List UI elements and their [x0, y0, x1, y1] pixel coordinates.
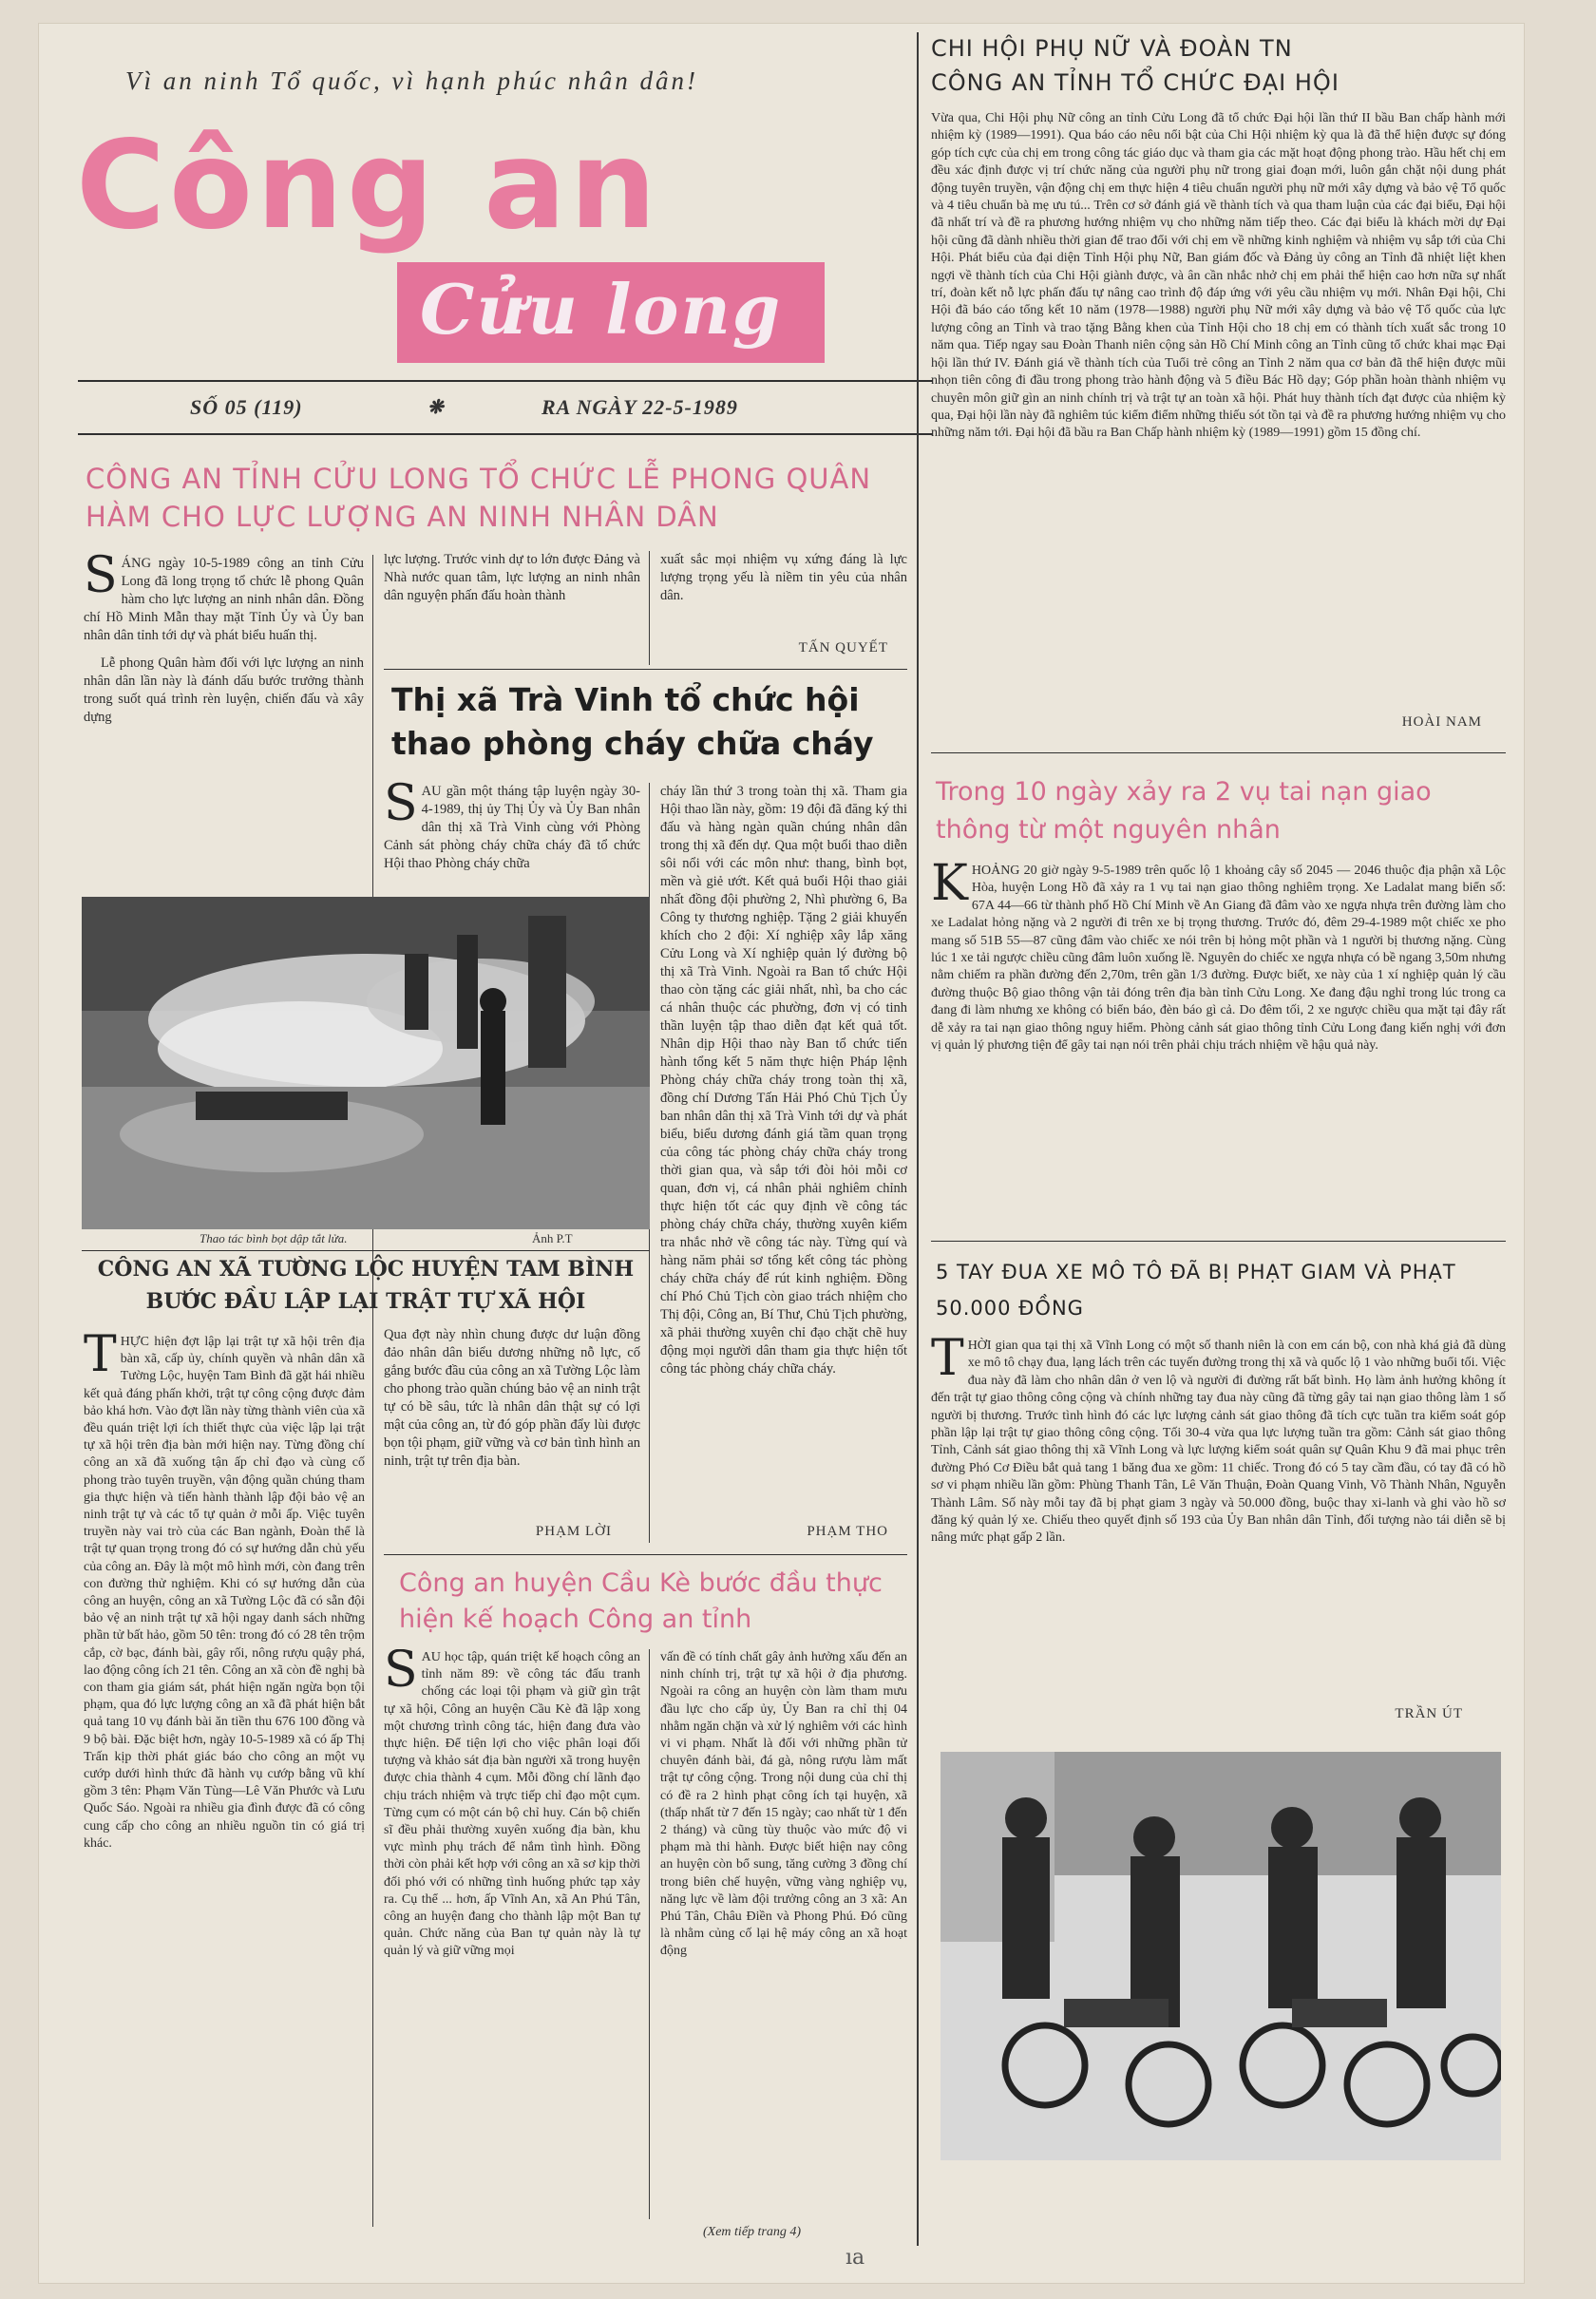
headline-tuong-loc-line2: BƯỚC ĐẦU LẬP LẠI TRẬT TỰ XÃ HỘI	[145, 1289, 586, 1314]
column-divider-left	[372, 555, 373, 2227]
headline-hoi-phu-nu-line2: CÔNG AN TỈNH TỔ CHỨC ĐẠI HỘI	[931, 69, 1340, 96]
article-cau-ke-col1: S AU học tập, quán triệt kế hoạch công an tỉnh năm 89: về công tác đấu tranh chống các loại tội phạm và giữ gìn trật tự xã hội, Công an huyện Cầu Kè đã lập xong một chương trình công tác, hiện đang đưa vào thực hiện. Để tiện lợi cho việc phân loại đối tượng và khảo sát địa bàn người xã trong huyện được chia thành 4 cụm. Mỗi đồng chí lãnh đạo chịu trách nhiệm và trực tiếp chỉ đạo một cụm. Từng cụm có một cán bộ chỉ huy. Cán bộ chiến sĩ đều phải thường xuyên xuống địa bàn, khu vực mình phụ trách để nắm tình hình. Đồng thời còn phải kết hợp với công an xã sơ kịp thời đối phó với có những tình huống phức tạp xảy ra. Cụ thể ... hơn, ấp Vĩnh An, xã An Phú Tân, công an huyện đang cho thành lập một Ban tự quản. Chức năng của Ban tự quản này là tự quản lý và giữ vững mọi	[384, 1649, 640, 1959]
article-tuong-loc-col2: Qua đợt này nhìn chung được dư luận đồng đảo nhân dân biểu dương những nỗ lực, cố gắng bước đầu của công an xã Tường Lộc làm cho phong trào quần chúng bảo vệ an ninh trật tự có bề sâu, tức là nhân dân thật sự có lợi mật của công an, từ đó góp phần đẩy lùi được bọn tội phạm, giữ vững và cơ bản tình hình an ninh, trật tự trên địa bàn.	[384, 1327, 640, 1469]
article-phong-quan-ham-col2: lực lượng. Trước vinh dự to lớn được Đảng và Nhà nước quan tâm, lực lượng an ninh nhân dân nguyện phấn đấu hoàn thành	[384, 552, 640, 603]
masthead-title-cong-an: Công an	[76, 115, 660, 256]
dropcap: S	[384, 1649, 418, 1699]
photo-fire-drill-image	[82, 897, 650, 1229]
dropcap: T	[931, 1338, 964, 1387]
masthead-title-cuu-long-box	[397, 262, 825, 363]
headline-tuong-loc-line1: CÔNG AN XÃ TƯỜNG LỘC HUYỆN TAM BÌNH	[97, 1257, 635, 1282]
masthead-rule-top	[78, 380, 933, 382]
headline-tai-nan: Trong 10 ngày xảy ra 2 vụ tai nạn giao thông từ một nguyên nhân	[936, 777, 1432, 845]
issue-date: RA NGÀY 22-5-1989	[542, 395, 738, 419]
dropcap: K	[931, 863, 968, 912]
headline-hoi-phu-nu-line1: CHI HỘI PHỤ NỮ VÀ ĐOÀN TN	[931, 35, 1293, 62]
masthead-rule-bottom	[78, 433, 933, 435]
article-cau-ke-col2: vấn đề có tính chất gây ảnh hưởng xấu đến an ninh chính trị, trật tự xã hội ở địa phương. Ngoài ra công an huyện còn làm tham mưu đầu lực cho cấp ủy, Ủy Ban ra chỉ thị 04 nhằm ngăn chặn và xử lý nghiêm với các hình vi vi phạm. Nhất là đối với những phần tử chuyên đánh bài, đá gà, nông rượu làm mất trật tự công cộng. Trong nội dung của chỉ thị có đề ra 2 hình phạt công ích tại huyện, xã (thấp nhất từ 7 đến 15 ngày; cao nhất từ 1 đến 2 tháng) và cũng tùy thuộc vào mức độ vi phạm mà thi hành. Được biết hiện nay công an huyện còn bổ sung, tăng cường 3 đồng chí trong biên chế huyện, vững vàng nghiệp vụ, năng lực về làm đội trưởng công an 3 xã: An Phú Tân, Châu Điền và Phong Phú. Đó cũng là nhằm củng cố lại hệ máy công an xã hoạt động	[660, 1650, 907, 1959]
photo-caption: Thao tác bình bọt dập tắt lửa.	[200, 1231, 348, 1245]
article-tra-vinh-col1: S AU gần một tháng tập luyện ngày 30-4-1989, thị ủy Thị Ủy và Ủy Ban nhân dân thị xã Trà Vinh cùng với Phòng Cảnh sát phòng cháy chữa cháy đã tổ chức Hội thao Phòng cháy chữa	[384, 775, 640, 871]
column-divider-main	[917, 32, 919, 2246]
newspaper-page	[38, 23, 1525, 2284]
article-tuong-loc-col1: T HỰC hiện đợt lập lại trật tự xã hội trên địa bàn xã, cấp ủy, chính quyền và nhân dân xã Tường Lộc, huyện Tam Bình đã gặt hái nhiều kết quả đáng phấn khởi, trật tự công cộng được đảm bảo khá hơn. Vào đợt lần này từng thành viên của xã đều quán triệt lợi ích thiết thực của việc lập lại trật tự xã hội trên địa bàn mới hiện nay. Từng đồng chí công an xã đã xuống tận ấp chỉ đạo và cùng cố phong trào tuyên truyền, vận động quần chúng tham gia thực hiện và tiến hành thành lập đội bảo vệ an ninh trật tự và các tổ tự quản ở mỗi ấp. Việc tuyên truyền này vai trò của các Ban ngành, Đoàn thể là trật tự quan trọng trong đó có sự hướng dẫn chủ yếu của công an. Đây là một mô hình mới, còn đang trên con đường thử nghiệm. Khi có sự hướng dẫn của công an huyện, công an xã Tường Lộc đã có sẵn đội bảo vệ an ninh trật tự xã hội ngay danh sách những phần tử bất hảo, gồm 50 tên: trong đó có 28 tên trộm cắp, cờ bạc, đánh bài, gây rối, nông rượu quậy phá, lao động công ích 21 tên. Công an xã còn đề nghị bà con tham gia giám sát, phát hiện ngăn ngừa bọn tội phạm, qua đó lực lượng công an xã đã phát hiện bắt quả tang 10 vụ đánh bài ăn tiền thu 676 100 đồng và 9 bộ bài. Đặc biệt hơn, ngày 10-5-1989 xã có ấp Thị Trấn kịp thời phát giác báo cho công an một vụ cướp dưới hình thức đã hành vụ cướp bằng vũ khí gồm 3 tên: Phạm Văn Tùng—Lê Văn Phước và Lưu Quốc Sáo. Ngoài ra nhiều gia đình được đã có công cung cấp cho công an nhiều nguồn tin có giá trị khác.	[84, 1334, 365, 1851]
photo-credit: Ảnh P.T	[532, 1231, 573, 1245]
column-divider-top	[649, 551, 650, 665]
byline-pham-tho: PHẠM THO	[807, 1524, 888, 1539]
rule-above-tai-nan	[931, 752, 1506, 753]
dropcap: S	[384, 775, 418, 832]
article-hoi-phu-nu-body: Vừa qua, Chi Hội phụ Nữ công an tỉnh Cửu Long đã tổ chức Đại hội lần thứ II bầu Ban chấp hành mới nhiệm kỳ (1989—1991). Qua báo cáo nêu nổi bật của Chi Hội nhiệm kỳ qua là đã thể hiện được sự đóng góp tích cực của chị em trong công tác giáo dục và tham gia các mặt hoạt động phong trào. Hầu hết chị em đều xác định được vị trí chức năng của người phụ nữ trong giai đoạn mới, luôn gắn chặt nội dung phát động tuyên truyền, vận động chị em thực hiện 4 tiêu chuẩn người phụ nữ mới xây dựng và bảo vệ Tổ quốc và 4 tiêu chuẩn bà mẹ ưu tú... Trên cơ sở đánh giá về thành tích và qua tham luận của các đại biểu, Đại hội đã nhất trí và đề ra phương hướng nhiệm vụ cho những năm tiếp theo. Các đại biểu là khách mời dự Đại hội cũng đã dành nhiều thời gian để trao đổi với chị em về những kinh nghiệm và nhiệm vụ sắp tới của Chi Hội. Phát biểu của đại diện Tỉnh Hội phụ Nữ, Ban giám đốc và Đảng ủy công an Tỉnh đã nhiệt liệt khen ngợi về thành tích của Chi Hội giành được, và ân cần nhắc nhở chị em phải thể hiện cao hơn nữa sự nhất trí, đoàn kết nỗ lực phấn đấu tự nâng cao trình độ đáp ứng với yêu cầu nhiệm vụ mới. Nhân Đại hội, Chi Hội đã báo cáo tổng kết 10 năm (1978—1988) người phụ Nữ mới xây dựng và bảo vệ Tổ quốc của lực lượng công an Tỉnh và trao tặng Bằng khen của Tỉnh Hội cho 18 chị em có thành tích xuất sắc trong 10 năm qua. Tiếp ngay sau Đoàn Thanh niên cộng sản Hồ Chí Minh công an Tỉnh cũng tổ chức khai mạc Đại hội lần thứ IV. Đánh giá về thành tích của Tuổi trẻ công an Tỉnh 2 năm qua cơ bản đã thể hiện được mũi nhọn tiên công đi đầu trong phong trào hành động và 5 điều Bác Hồ dạy; Góp phần hoàn thành nhiệm vụ chuyên môn giữ gìn an ninh chính trị và trật tự an toàn xã hội. Phát huy thành tích đạt được của nhiệm kỳ qua, Đại hội lần này đã nghiêm túc kiểm điểm những thiếu sót tồn tại và đề ra phương hướng nhiệm vụ cho những năm tới. Đại hội đã bầu ra Ban Chấp hành nhiệm kỳ (1989—1991) gồm 15 đồng chí.	[931, 111, 1506, 441]
rule-above-tuong-loc	[82, 1250, 650, 1251]
dropcap: S	[84, 547, 118, 604]
headline-phong-quan-ham: CÔNG AN TỈNH CỬU LONG TỔ CHỨC LỄ PHONG QUÂN HÀM CHO LỰC LƯỢNG AN NINH NHÂN DÂN	[86, 463, 872, 533]
byline-pham-loi: PHẠM LỜI	[535, 1524, 612, 1539]
byline-hoai-nam: HOÀI NAM	[1401, 714, 1482, 730]
masthead-motto: Vì an ninh Tổ quốc, vì hạnh phúc nhân dân!	[125, 66, 698, 95]
rule-above-dua-xe	[931, 1241, 1506, 1242]
article-dua-xe-body: T HỜI gian qua tại thị xã Vĩnh Long có một số thanh niên là con em cán bộ, con nhà khá giả đã dùng xe mô tô chạy đua, lạng lách trên các tuyến đường trong thị xã và quốc lộ 1 vào những buổi tối. Việc đua này đã làm cho nhân dân ở ven lộ và người đi đường rất bất bình. Họ làm ảnh hưởng không ít đến trật tự giao thông công cộng và chính những tay đua này cũng đã từng gây tai nạn giao thông làm 1 số người bị thương. Trước tình hình đó các lực lượng cảnh sát giao thông đã tích cực tuần tra kiểm soát góp phần lập lại trật tự giao thông công cộng. Tối 30-4 vừa qua lực lượng tuần tra gồm: Cảnh sát giao thông Tỉnh, Cảnh sát giao thông thị xã Vĩnh Long và lực lượng kiểm soát quân sự Quân Khu 9 đã mai phục trên đường Phó Cơ Điều bắt quả tang 1 băng đua xe gồm: 11 chiếc. Trong đó có 5 tay cầm đầu, có tay đã có hồ sơ vi phạm nhiều lần gồm: Phùng Thanh Tân, Lê Văn Thuận, Đoàn Quang Vinh, Võ Thành Nhân, Nguyễn Thành Lâm. Số này mỗi tay đã bị phạt giam 3 ngày và 50.000 đồng, buộc thay xi-lanh và ghi vào hồ sơ đăng ký quản lý xe. Chiếu theo quyết định số 193 của Ủy Ban nhân dân Tỉnh, đối tượng nào tái diễn sẽ bị nâng mức phạt gấp 2 lần.	[931, 1338, 1506, 1546]
continued-note: (Xem tiếp trang 4)	[703, 2225, 802, 2239]
photo-motorbike-racers	[940, 1752, 1501, 2160]
headline-cau-ke: Công an huyện Cầu Kè bước đầu thực hiện kế hoạch Công an tỉnh	[399, 1568, 883, 1634]
byline-tran-ut: TRẦN ÚT	[1395, 1706, 1463, 1721]
rule-under-col2	[384, 669, 907, 670]
article-tai-nan-body: K HOẢNG 20 giờ ngày 9-5-1989 trên quốc lộ 1 khoảng cây số 2045 — 2046 thuộc địa phận xã Lộc Hòa, huyện Long Hồ đã xảy ra 1 vụ tai nạn giao thông nghiêm trọng. Xe Ladalat mang biển số: 67A 44—66 từ thành phố Hồ Chí Minh về An Giang đã đâm vào xe ngựa nhựa trên đường làm cho xe Ladalat hỏng nặng và 2 người đi trên xe bị trọng thương. Trước đó, đêm 29-4-1989 một chiếc xe pho mang số 51B 55—87 cũng đâm vào chiếc xe nói trên bị hỏng một phần và 1 người bị thương nặng. Cùng lúc 1 xe tải ngược chiều cũng đâm luôn xuống lề. Nguyên do chiếc xe ngựa nhựa có bề ngang 3,50m nhưng nằm chiếm ra phần đường đến 2,70m, trên gần 1/3 đường. Được biết, xe này của 1 xí nghiệp quản lý cầu đường thuộc Bộ giao thông vận tải đóng trên địa bàn tỉnh Cửu Long. Xe đang đậu nghỉ trong lúc trong ca đang đi làm nhưng xe không có biển báo, đèn báo gì cả. Do đêm tối, 2 xe ngược chiều qua mặt tại đây rất dễ xảy ra tai nạn giao thông nguy hiểm. Phòng cảnh sát giao thông tỉnh Cửu Long đang kiến nghị với đơn vị quản lý phương tiện để gây tai nạn nói trên phải chịu trách nhiệm về hậu quả này.	[931, 863, 1506, 1054]
headline-dua-xe: 5 TAY ĐUA XE MÔ TÔ ĐÃ BỊ PHẠT GIAM VÀ PHẠT 50.000 ĐỒNG	[936, 1261, 1456, 1320]
star-ornament: ❋	[428, 397, 445, 418]
article-phong-quan-ham-col3: xuất sắc mọi nhiệm vụ xứng đáng là lực lượng trọng yếu là niềm tin yêu của nhân dân.	[660, 552, 907, 603]
photo-motorbike-racers-image	[940, 1752, 1501, 2160]
column-divider-cau-ke	[649, 1649, 650, 2219]
dropcap: T	[84, 1334, 117, 1383]
headline-tra-vinh: Thị xã Trà Vinh tổ chức hội thao phòng cháy chữa cháy	[391, 681, 874, 762]
masthead-title-cuu-long: Cửu long	[420, 269, 783, 350]
article-tra-vinh-col2: cháy lần thứ 3 trong toàn thị xã. Tham gia Hội thao lần này, gồm: 19 đội đã đăng ký thi đấu và hàng ngàn quần chúng nhân dân trong thị xã đến dự. Qua một buổi thao diễn sôi nổi với các môn như: thang, bình bọt, mền và giẻ ướt. Kết quả buổi Hội thao giải nhất đồng đội phường 2, Nhì phường 6, Ba Công ty thương nghiệp. Tặng 2 giải khuyến khích cho 2 đội: Xí nghiệp xây lắp xăng Cửu Long và Xí nghiệp quản lý đường bộ thị xã Trà Vinh. Ngoài ra Ban tổ chức Hội thao còn tặng các giải nhất, nhì, ba cho các cá nhân thuộc các phường, đơn vị có tinh thần luyện tập thao diễn đạt kết quả tốt. Nhân dịp Hội thao này Ban tổ chức tiến hành tổng kết 5 năm thực hiện Pháp lệnh Phòng cháy chữa cháy trong toàn thị xã, đồng chí Dương Tấn Hải Phó Chủ Tịch Ủy ban nhân dân thị xã Trà Vinh tới dự và phát biểu, biểu dương đánh giá tầm quan trọng của công tác phòng cháy chữa cháy trong thời gian qua, và sắp tới đòi hỏi mỗi cơ quan, đơn vị, cá nhân phải nghiêm chỉnh thực hiện tốt các quy định về công tác phòng cháy chữa cháy, thường xuyên kiểm tra nhắc nhở về công tác này. Từng quí và hàng năm phải sơ tổng kết công tác phòng cháy chữa cháy để rút kinh nghiệm. Đồng chí Phó Chủ Tịch còn giao trách nhiệm cho Thị đội, Công an, Bí Thư, Chủ Tịch phường, xã phải thường xuyên chỉ đạo chặt chẽ huy động mọi người dân tham gia thực hiện tốt công tác phòng cháy chữa cháy.	[660, 784, 907, 1377]
photo-fire-drill	[82, 897, 650, 1229]
byline-tan-quyet: TẤN QUYẾT	[798, 640, 888, 656]
issue-number: SỐ 05 (119)	[190, 395, 303, 419]
rule-above-cau-ke	[384, 1554, 907, 1555]
article-phong-quan-ham-col1: S ÁNG ngày 10-5-1989 công an tỉnh Cửu Long đã long trọng tổ chức lễ phong Quân hàm cho lực lượng an ninh nhân dân. Đồng chí Hồ Minh Mẫn thay mặt Tỉnh Ủy và Ủy ban nhân dân tỉnh tới dự và phát biểu huấn thị. Lễ phong Quân hàm đối với lực lượng an ninh nhân dân lần này là đánh dấu bước trưởng thành trong suốt quá trình rèn luyện, chiến đấu và xây dựng	[84, 547, 364, 725]
footer-mark: ıa	[846, 2246, 865, 2270]
